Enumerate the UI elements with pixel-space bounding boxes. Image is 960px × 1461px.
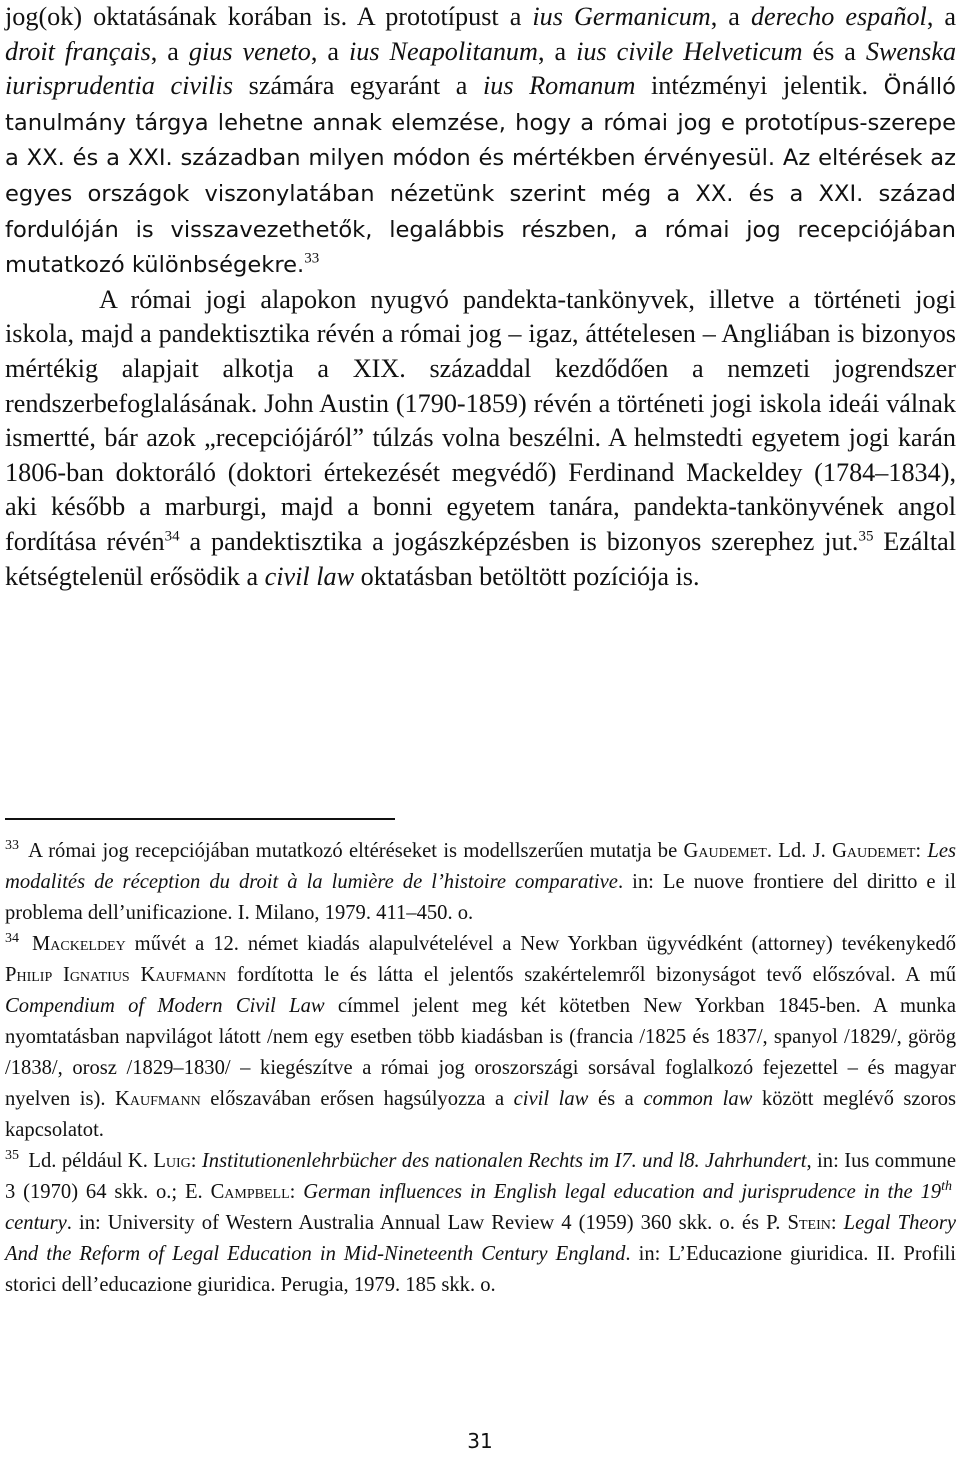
text-run: ius Germanicum: [532, 2, 711, 31]
text-run: művét a 12. német kiadás alapulvételével a New Yorkban ügyvédként (attorney) tevékenykedő: [125, 933, 957, 955]
footnote-number: 34: [5, 931, 19, 947]
body-paragraph-1: [5, 0, 956, 283]
text-run: a pandektisztika a jogászképzésben is bizonyos szerephez jut.: [179, 526, 859, 556]
footnote-33: [5, 836, 956, 929]
text-run: , in: Ius commune 3 (1970) 64 skk. o.; E.: [5, 1150, 956, 1203]
text-run: Philip Ignatius Kaufmann: [5, 964, 227, 986]
text-run: , a: [537, 36, 577, 66]
text-run: ius Romanum: [483, 71, 636, 101]
footnote-number: 33: [5, 838, 19, 854]
text-run: :: [915, 840, 928, 862]
text-run: ius civile Helveticum: [576, 36, 803, 66]
text-run: fordította le és látta el jelentős szakértelemről bizonyságot tevő előszóval. A mű: [226, 964, 956, 986]
text-run: intézményi jelentik.: [635, 71, 884, 101]
footnote-34: [5, 929, 956, 1146]
page-number: 31: [467, 1429, 493, 1453]
text-run: között meglévő szoros kapcsolatot.: [5, 1088, 957, 1141]
document-page: [5, 0, 957, 1296]
text-run: Les modalités de réception du droit à la lumière de l’histoire comparative: [5, 840, 957, 893]
text-run: Kaufmann: [115, 1088, 201, 1110]
text-run: ius Neapolitanum: [349, 36, 538, 66]
text-run: . in: University of Western Australia Annual Law Review 4 (1959) 360 skk. o. és P.: [66, 1212, 788, 1234]
footnote-number: 35: [5, 1148, 19, 1164]
text-run: :: [190, 1150, 202, 1172]
footnote-reference: 34: [164, 528, 180, 545]
text-run: , a: [710, 2, 751, 31]
text-run: derecho español: [750, 2, 927, 31]
text-run: és a: [588, 1088, 644, 1110]
text-run: Gaudemet: [832, 840, 916, 862]
text-run: droit français: [5, 36, 151, 66]
text-run: :: [289, 1181, 304, 1203]
text-run: Institutionenlehrbücher des nationalen Rechts im I7. und l8. Jahrhundert: [201, 1150, 807, 1172]
text-run: jog(ok) oktatásának korában is. A prototípust a: [5, 2, 533, 31]
text-run: , a: [926, 2, 957, 31]
text-run: :: [830, 1212, 844, 1234]
text-run: Ezáltal kétségtelenül erősödik a: [5, 526, 956, 591]
footnote-35: [5, 1146, 956, 1301]
text-run: címmel jelent meg két kötetben New Yorkban 1845-ben. A munka nyomtatásban napvilágot látott /nem egy esetben több kiadásban is (francia /1825 és 1837/, spanyol /1829/, görög /1838/, orosz /1829–1830/ – kiegészítve a római jog oroszországi sorsával foglalkozó fejezettel – és magyar nyelven is).: [5, 995, 956, 1110]
text-run: A római jog recepciójában mutatkozó eltéréseket is modellszerűen mutatja be: [23, 840, 684, 862]
text-run: Swenska iurisprudentia civilis: [5, 36, 957, 101]
footnote-reference: 33: [304, 250, 320, 267]
text-run: Ld. például K.: [23, 1150, 154, 1172]
text-run: . Ld. J.: [766, 840, 833, 862]
text-run: . in: Le nuove frontiere del diritto e il problema dell’unificazione. I. Milano, 1979. 411–450. o.: [5, 871, 956, 924]
text-run: [23, 933, 32, 955]
text-run: common law: [643, 1088, 753, 1110]
text-run: oktatásban betöltött pozíciója is.: [354, 561, 700, 591]
footnote-reference: 35: [858, 528, 874, 545]
text-run: Legal Theory And the Reform of Legal Education in Mid-Nineteenth Century England: [5, 1212, 956, 1265]
text-run: A római jogi alapokon nyugvó pandekta-tankönyvek, illetve a történeti jogi iskola, majd a pandektisztika révén a római jog – igaz, áttételesen – Angliában is bizonyos mértékig alapjait alkotja a XIX. századdal kezdődően a nemzeti jogrendszer rendszerbefoglalásának. John Austin (1790-1859) révén a történeti jogi iskola ideái válnak ismertté, bár azok „recepciójáról” túlzás volna beszélni. A helmstedti egyetem jogi karán 1806-ban doktoráló (doktori értekezését megvédő) Ferdinand Mackeldey (1784–1834), aki később a marburgi, majd a bonni egyetem tanára, pandekta-tankönyvének angol fordítása révén: [5, 284, 956, 556]
text-run: Compendium of Modern Civil Law: [5, 995, 325, 1017]
text-run: century: [5, 1212, 67, 1234]
text-run: , a: [310, 36, 349, 66]
text-run: gius veneto: [188, 36, 311, 66]
text-run: Mackeldey: [31, 933, 126, 955]
text-run: civil law: [513, 1088, 589, 1110]
text-run: Stein: [787, 1212, 831, 1234]
footnotes: [5, 836, 956, 1301]
text-run: , a: [150, 36, 189, 66]
text-run: civil law: [264, 561, 355, 591]
text-run: Gaudemet: [683, 840, 767, 862]
text-run: előszavában erősen hagsúlyozza a: [200, 1088, 514, 1110]
footnote-separator: [5, 818, 395, 820]
text-run: German influences in English legal education and jurisprudence in the 19: [303, 1181, 942, 1203]
text-run: és a: [802, 36, 866, 66]
text-run: Luig: [153, 1150, 191, 1172]
text-run: Campbell: [210, 1181, 290, 1203]
text-run: . in: L’Educazione giuridica. II. Profili storici dell’educazione giuridica. Perugia, 1979. 185 skk. o.: [5, 1243, 956, 1296]
body-paragraph-2: [5, 283, 956, 594]
footnote-reference: th: [941, 1179, 952, 1195]
text-run: számára egyaránt a: [233, 71, 484, 101]
text-run: Önálló tanulmány tárgya lehetne annak elemzése, hogy a római jog e prototípus-szerepe a XX. és a XXI. században milyen módon és mértékben érvényesül. Az eltérések az egyes országok viszonylatában nézetünk szerint még a XX. és a XXI. század fordulóján is visszavezethetők, legalábbis részben, a római jog recepciójában mutatkozó különbségekre.: [5, 74, 956, 279]
